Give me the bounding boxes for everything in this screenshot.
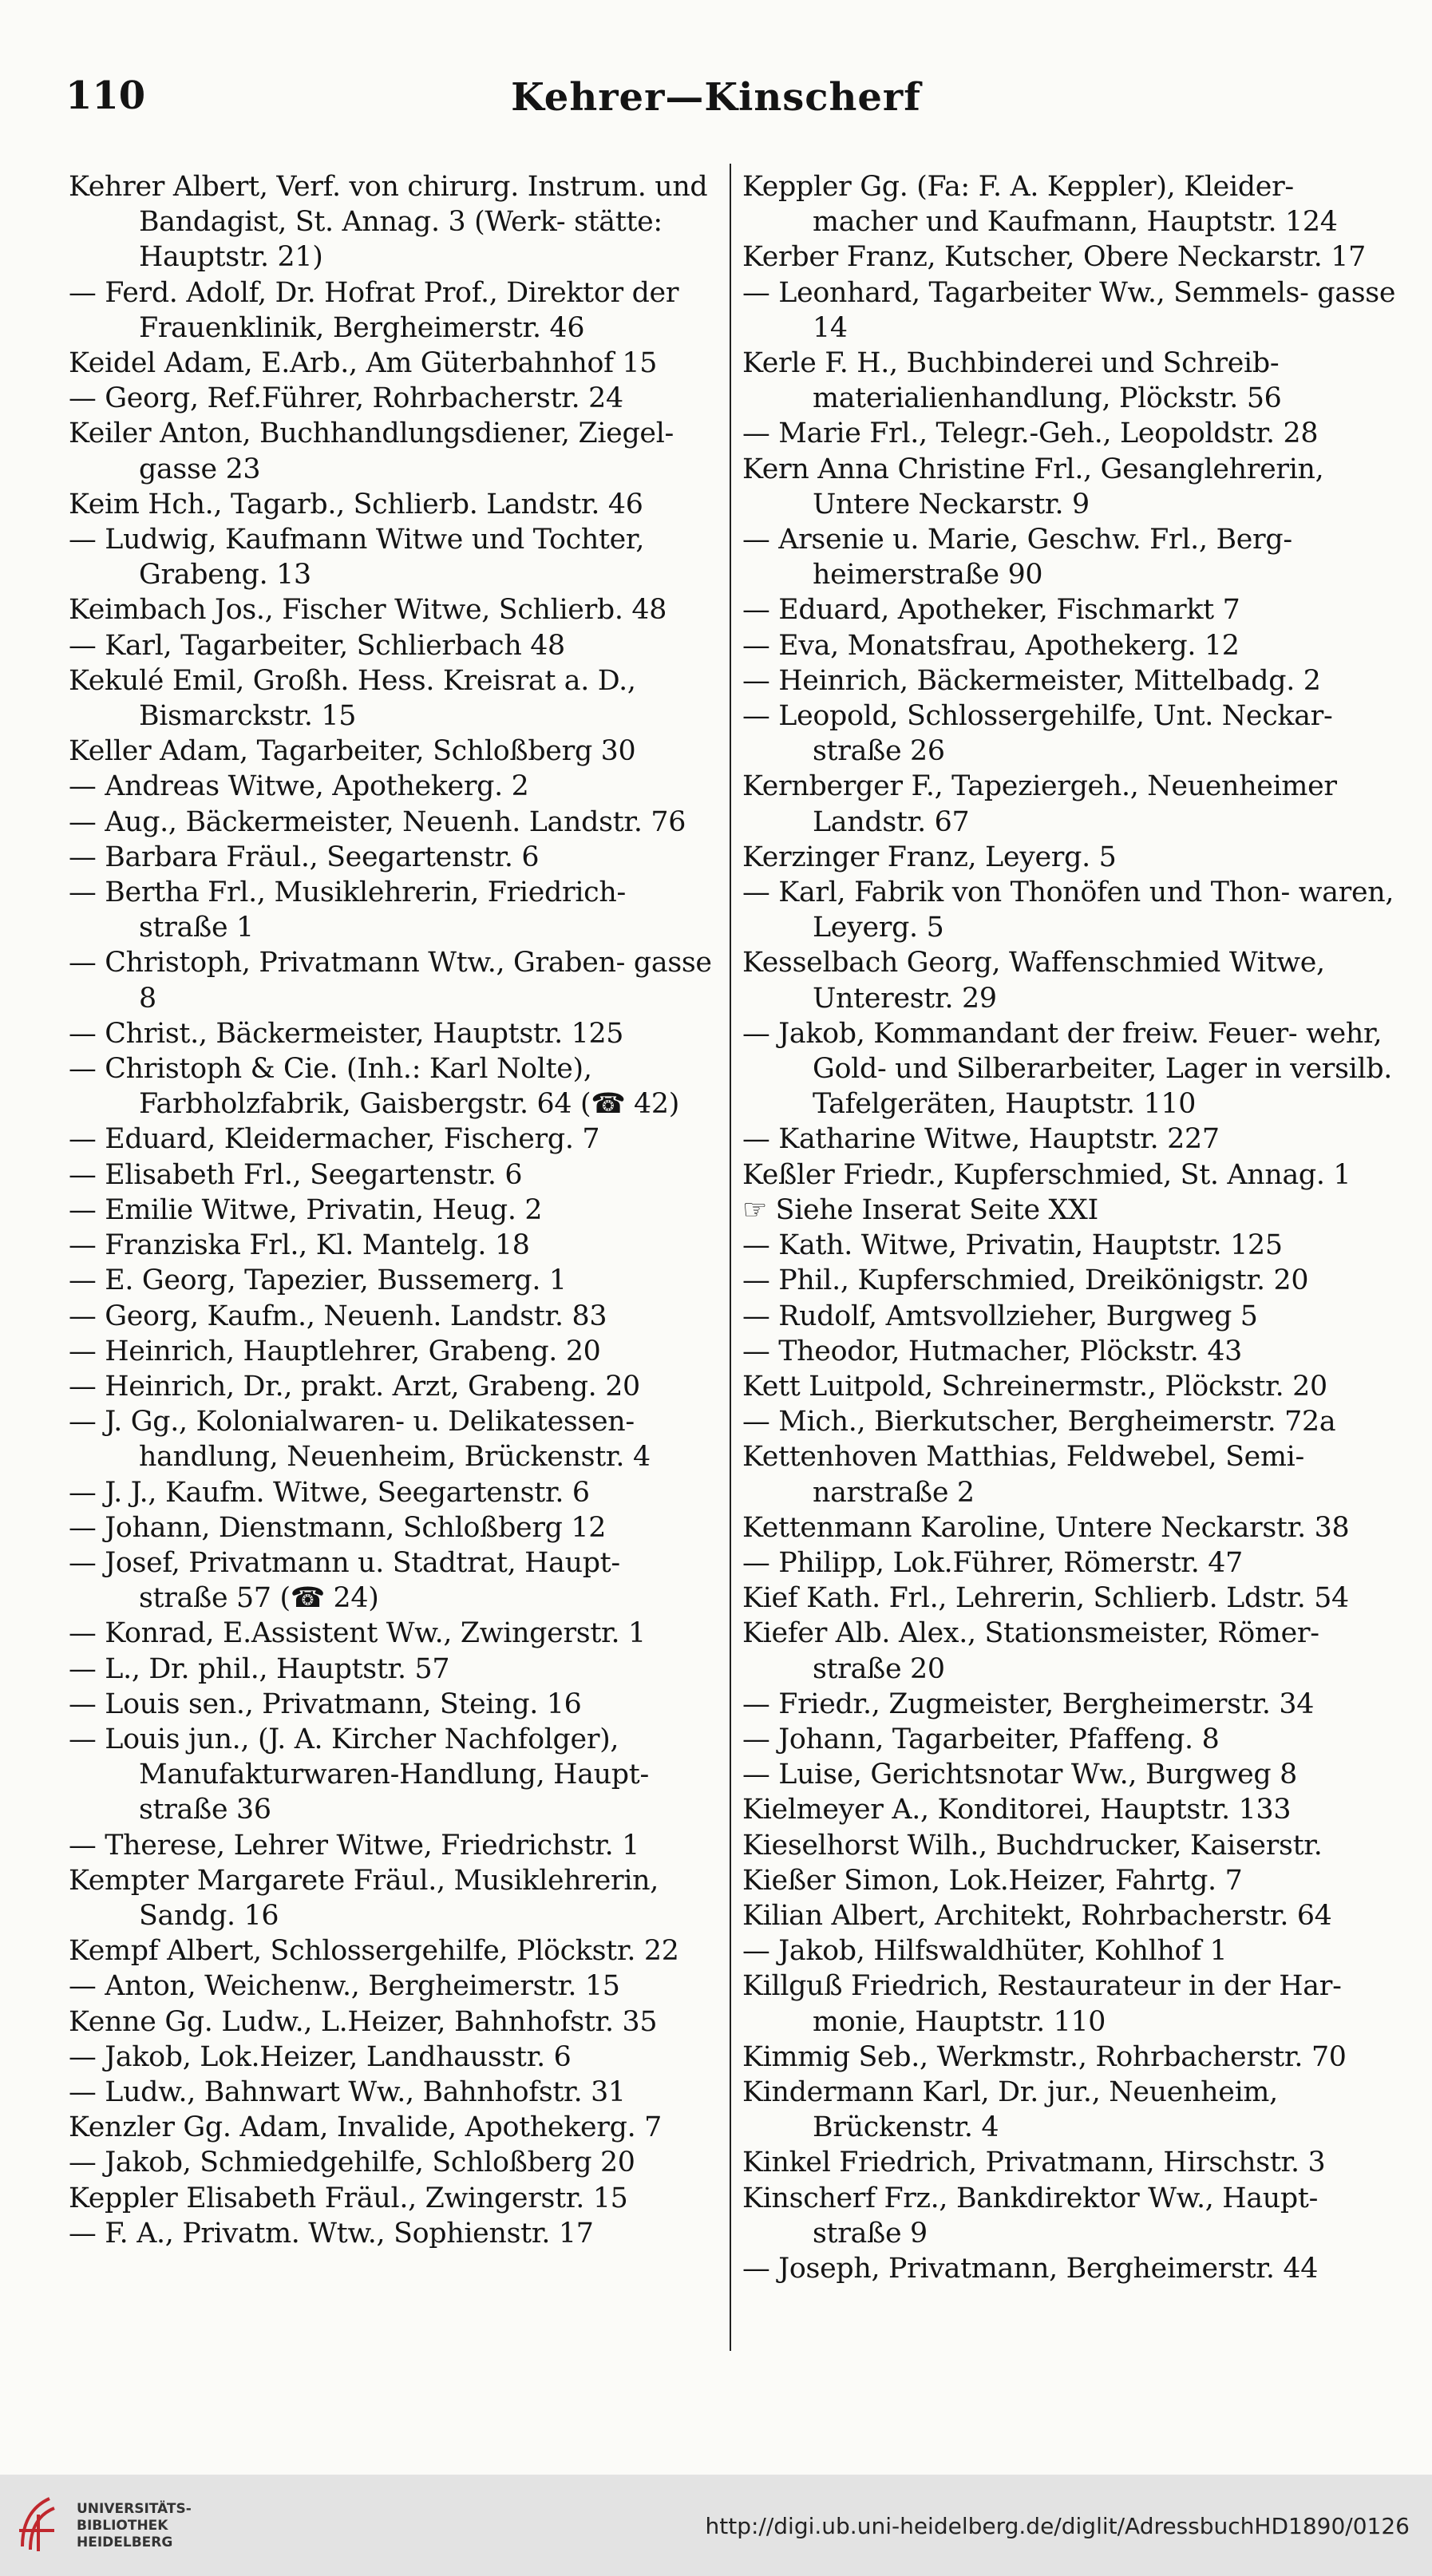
directory-entry: — Franziska Frl., Kl. Mantelg. 18 — [69, 1229, 530, 1262]
directory-entry: — Josef, Privatmann u. Stadtrat, Haupt- straße 57 (☎ 24) — [69, 1546, 620, 1615]
directory-entry: — Arsenie u. Marie, Geschw. Frl., Berg- heimerstraße 90 — [742, 524, 1292, 592]
viewer-footer — [0, 2475, 1432, 2576]
directory-entry: Kempf Albert, Schlossergehilfe, Plöckstr. 22 — [69, 1935, 679, 1968]
directory-entry: — Heinrich, Dr., prakt. Arzt, Grabeng. 20 — [69, 1370, 640, 1403]
directory-entry: Kern Anna Christine Frl., Gesanglehrerin, Untere Neckarstr. 9 — [742, 453, 1324, 520]
directory-entry: — Elisabeth Frl., Seegartenstr. 6 — [69, 1158, 523, 1191]
directory-entry: — Karl, Fabrik von Thonöfen und Thon- waren, Leyerg. 5 — [742, 876, 1394, 944]
directory-entry: Kehrer Albert, Verf. von chirurg. Instrum. und Bandagist, St. Annag. 3 (Werk- stätte: Hauptstr. 21) — [69, 171, 708, 274]
right-column — [742, 169, 1397, 2286]
directory-entry: Keim Hch., Tagarb., Schlierb. Landstr. 46 — [69, 488, 643, 520]
directory-entry: — Luise, Gerichtsnotar Ww., Burgweg 8 — [742, 1759, 1297, 1791]
directory-entry: Kießer Simon, Lok.Heizer, Fahrtg. 7 — [742, 1864, 1243, 1897]
directory-entry: — Eva, Monatsfrau, Apothekerg. 12 — [742, 629, 1240, 662]
library-name — [77, 2501, 192, 2551]
directory-entry: — Marie Frl., Telegr.-Geh., Leopoldstr. 28 — [742, 417, 1319, 450]
directory-entry: Kiefer Alb. Alex., Stationsmeister, Römer- straße 20 — [742, 1617, 1319, 1685]
directory-entry: Kieselhorst Wilh., Buchdrucker, Kaiserstr. — [742, 1829, 1323, 1862]
directory-entry: Kinkel Friedrich, Privatmann, Hirschstr. 3 — [742, 2147, 1326, 2179]
permalink-url[interactable]: http://digi.ub.uni-heidelberg.de/diglit/AdressbuchHD1890/0126 — [705, 2513, 1410, 2539]
directory-entry: — Jakob, Hilfswaldhüter, Kohlhof 1 — [742, 1935, 1228, 1968]
directory-entry: Kerber Franz, Kutscher, Obere Neckarstr. 17 — [742, 241, 1366, 274]
directory-entry: Kettenhoven Matthias, Feldwebel, Semi- narstraße 2 — [742, 1441, 1304, 1509]
directory-entry: — Rudolf, Amtsvollzieher, Burgweg 5 — [742, 1300, 1258, 1332]
directory-entry: — Louis jun., (J. A. Kircher Nachfolger), Manufakturwaren-Handlung, Haupt- straße 36 — [69, 1723, 649, 1826]
directory-entry: Kindermann Karl, Dr. jur., Neuenheim, Brückenstr. 4 — [742, 2075, 1278, 2144]
left-column — [69, 169, 715, 2251]
directory-entry: Keßler Friedr., Kupferschmied, St. Annag. 1 — [742, 1158, 1351, 1191]
directory-entry: Keidel Adam, E.Arb., Am Güterbahnhof 15 — [69, 347, 658, 380]
directory-entry: — Eduard, Kleidermacher, Fischerg. 7 — [69, 1123, 600, 1156]
directory-entry: — Jakob, Lok.Heizer, Landhausstr. 6 — [69, 2040, 572, 2073]
page-number: 110 — [65, 73, 146, 118]
directory-entry: Keiler Anton, Buchhandlungsdiener, Ziegel- gasse 23 — [69, 417, 674, 485]
directory-entry: — Leonhard, Tagarbeiter Ww., Semmels- gasse 14 — [742, 276, 1396, 344]
directory-entry: Keimbach Jos., Fischer Witwe, Schlierb. 48 — [69, 594, 667, 627]
directory-entry: — Katharine Witwe, Hauptstr. 227 — [742, 1123, 1220, 1156]
directory-entry: — E. Georg, Tapezier, Bussemerg. 1 — [69, 1264, 567, 1297]
directory-entry: Kilian Albert, Architekt, Rohrbacherstr. 64 — [742, 1899, 1332, 1932]
directory-entry: — Andreas Witwe, Apothekerg. 2 — [69, 770, 529, 803]
directory-entry: — Mich., Bierkutscher, Bergheimerstr. 72a — [742, 1406, 1336, 1438]
directory-entry: — J. Gg., Kolonialwaren- u. Delikatessen- handlung, Neuenheim, Brückenstr. 4 — [69, 1406, 651, 1474]
directory-entry: — Barbara Fräul., Seegartenstr. 6 — [69, 841, 540, 873]
directory-entry: — Konrad, E.Assistent Ww., Zwingerstr. 1 — [69, 1617, 646, 1650]
directory-entry: — Philipp, Lok.Führer, Römerstr. 47 — [742, 1546, 1243, 1579]
directory-entry: — Louis sen., Privatmann, Steing. 16 — [69, 1688, 582, 1720]
directory-entry: Kernberger F., Tapeziergeh., Neuenheimer Landstr. 67 — [742, 770, 1337, 838]
directory-entry: — F. A., Privatm. Wtw., Sophienstr. 17 — [69, 2217, 594, 2250]
directory-entry: Keppler Gg. (Fa: F. A. Keppler), Kleider- macher und Kaufmann, Hauptstr. 124 — [742, 171, 1338, 239]
library-name-line-1: UNIVERSITÄTS- — [77, 2501, 192, 2517]
directory-entry: Kerle F. H., Buchbinderei und Schreib- materialienhandlung, Plöckstr. 56 — [742, 347, 1282, 415]
ub-heidelberg-logo-icon[interactable] — [14, 2491, 61, 2554]
directory-entry: — Karl, Tagarbeiter, Schlierbach 48 — [69, 629, 565, 662]
directory-entry: — Theodor, Hutmacher, Plöckstr. 43 — [742, 1335, 1242, 1367]
directory-entry: Kenne Gg. Ludw., L.Heizer, Bahnhofstr. 35 — [69, 2005, 658, 2038]
directory-entry: Kerzinger Franz, Leyerg. 5 — [742, 841, 1117, 873]
directory-entry: Kekulé Emil, Großh. Hess. Kreisrat a. D., Bismarckstr. 15 — [69, 664, 636, 733]
directory-entry: Kett Luitpold, Schreinermstr., Plöckstr. 20 — [742, 1370, 1327, 1403]
directory-entry: — Anton, Weichenw., Bergheimerstr. 15 — [69, 1970, 620, 2003]
directory-entry: — Heinrich, Bäckermeister, Mittelbadg. 2 — [742, 664, 1321, 697]
directory-entry: — L., Dr. phil., Hauptstr. 57 — [69, 1652, 450, 1685]
directory-entry: — Ludwig, Kaufmann Witwe und Tochter, Grabeng. 13 — [69, 524, 645, 592]
directory-entry: — Friedr., Zugmeister, Bergheimerstr. 34 — [742, 1688, 1315, 1720]
directory-entry: Kettenmann Karoline, Untere Neckarstr. 38 — [742, 1511, 1350, 1544]
directory-entry: — Eduard, Apotheker, Fischmarkt 7 — [742, 594, 1240, 627]
directory-entry: — Jakob, Schmiedgehilfe, Schloßberg 20 — [69, 2147, 635, 2179]
directory-entry: — Georg, Kaufm., Neuenh. Landstr. 83 — [69, 1300, 607, 1332]
library-name-line-3: HEIDELBERG — [77, 2534, 173, 2550]
directory-entry: Kimmig Seb., Werkmstr., Rohrbacherstr. 70 — [742, 2040, 1347, 2073]
directory-entry: — Therese, Lehrer Witwe, Friedrichstr. 1 — [69, 1829, 640, 1862]
directory-entry: — Emilie Witwe, Privatin, Heug. 2 — [69, 1193, 543, 1226]
directory-entry: — Leopold, Schlossergehilfe, Unt. Neckar- straße 26 — [742, 700, 1333, 768]
directory-entry: Kief Kath. Frl., Lehrerin, Schlierb. Ldstr. 54 — [742, 1582, 1349, 1615]
directory-entry: — Christ., Bäckermeister, Hauptstr. 125 — [69, 1017, 624, 1050]
directory-entry: — Johann, Dienstmann, Schloßberg 12 — [69, 1511, 607, 1544]
directory-entry: — Joseph, Privatmann, Bergheimerstr. 44 — [742, 2252, 1319, 2285]
directory-entry: Kielmeyer A., Konditorei, Hauptstr. 133 — [742, 1794, 1292, 1826]
column-divider — [730, 164, 731, 2351]
directory-entry: — Kath. Witwe, Privatin, Hauptstr. 125 — [742, 1229, 1283, 1262]
directory-entry: Kinscherf Frz., Bankdirektor Ww., Haupt- straße 9 — [742, 2182, 1319, 2250]
directory-entry: Keller Adam, Tagarbeiter, Schloßberg 30 — [69, 735, 636, 768]
directory-entry: — Aug., Bäckermeister, Neuenh. Landstr. 76 — [69, 805, 686, 838]
directory-entry: — Christoph & Cie. (Inh.: Karl Nolte), Farbholzfabrik, Gaisbergstr. 64 (☎ 42) — [69, 1053, 679, 1121]
directory-entry: ☞ Siehe Inserat Seite XXI — [742, 1193, 1098, 1226]
directory-entry: — J. J., Kaufm. Witwe, Seegartenstr. 6 — [69, 1476, 590, 1509]
directory-entry: Kenzler Gg. Adam, Invalide, Apothekerg. 7 — [69, 2111, 662, 2144]
directory-entry: — Jakob, Kommandant der freiw. Feuer- wehr, Gold- und Silberarbeiter, Lager in versilb. Tafelgeräten, Hauptstr. 110 — [742, 1017, 1393, 1121]
directory-entry: Killguß Friedrich, Restaurateur in der Har- monie, Hauptstr. 110 — [742, 1970, 1342, 2038]
directory-entry: — Christoph, Privatmann Wtw., Graben- gasse 8 — [69, 947, 712, 1015]
directory-entry: — Ferd. Adolf, Dr. Hofrat Prof., Direktor der Frauenklinik, Bergheimerstr. 46 — [69, 276, 679, 344]
directory-entry: — Phil., Kupferschmied, Dreikönigstr. 20 — [742, 1264, 1309, 1297]
directory-entry: — Johann, Tagarbeiter, Pfaffeng. 8 — [742, 1723, 1220, 1755]
directory-entry: Keppler Elisabeth Fräul., Zwingerstr. 15 — [69, 2182, 628, 2214]
directory-entry: Kempter Margarete Fräul., Musiklehrerin, Sandg. 16 — [69, 1864, 659, 1932]
directory-entry: — Heinrich, Hauptlehrer, Grabeng. 20 — [69, 1335, 601, 1367]
running-head: Kehrer—Kinscherf — [511, 75, 921, 120]
directory-entry: Kesselbach Georg, Waffenschmied Witwe, Unterestr. 29 — [742, 947, 1325, 1015]
directory-entry: — Ludw., Bahnwart Ww., Bahnhofstr. 31 — [69, 2075, 626, 2108]
directory-entry: — Georg, Ref.Führer, Rohrbacherstr. 24 — [69, 382, 623, 415]
library-name-line-2: BIBLIOTHEK — [77, 2518, 168, 2534]
directory-entry: — Bertha Frl., Musiklehrerin, Friedrich- straße 1 — [69, 876, 626, 944]
